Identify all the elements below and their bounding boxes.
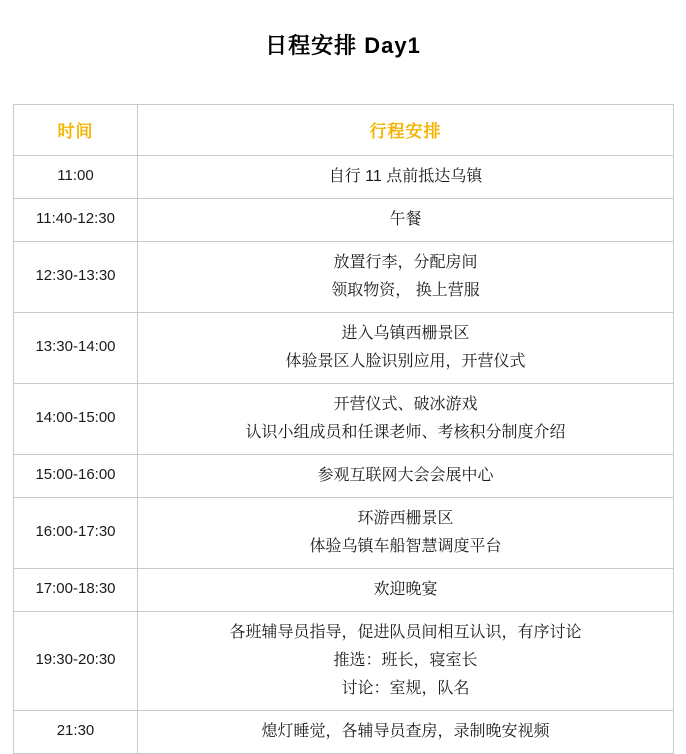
schedule-table <box>13 104 674 754</box>
schedule-time-cell: 15:00-16:00 <box>14 454 138 497</box>
table-row <box>14 312 674 383</box>
table-header-row <box>14 104 674 155</box>
schedule-time-cell: 12:30-13:30 <box>14 241 138 312</box>
table-row <box>14 241 674 312</box>
table-row <box>14 155 674 198</box>
table-row <box>14 611 674 710</box>
schedule-time-cell: 19:30-20:30 <box>14 611 138 710</box>
schedule-time-cell: 14:00-15:00 <box>14 383 138 454</box>
schedule-activity-line: 开营仪式、破冰游戏 <box>333 395 478 413</box>
schedule-activity-line: 体验景区人脸识别应用，开营仪式 <box>285 352 526 370</box>
table-header <box>14 104 674 155</box>
schedule-activity-cell <box>138 497 674 568</box>
schedule-time-cell: 11:40-12:30 <box>14 198 138 241</box>
schedule-activity-line: 欢迎晚宴 <box>373 580 438 598</box>
schedule-activity-line: 各班辅导员指导，促进队员间相互认识，有序讨论 <box>229 623 582 641</box>
schedule-activity-line: 放置行李，分配房间 <box>333 253 478 271</box>
page-title: 日程安排 Day1 <box>265 33 421 58</box>
schedule-activity-cell <box>138 241 674 312</box>
schedule-activity-line: 讨论：室规，队名 <box>341 679 470 697</box>
table-row <box>14 568 674 611</box>
schedule-activity-line: 体验乌镇车船智慧调度平台 <box>309 537 502 555</box>
table-row <box>14 383 674 454</box>
schedule-activity-cell <box>138 454 674 497</box>
schedule-activity-line: 熄灯睡觉，各辅导员查房，录制晚安视频 <box>261 722 550 740</box>
table-row <box>14 454 674 497</box>
schedule-activity-cell <box>138 155 674 198</box>
table-row <box>14 198 674 241</box>
schedule-activity-line: 午餐 <box>389 210 422 228</box>
schedule-time-cell: 11:00 <box>14 155 138 198</box>
schedule-activity-line: 自行 11 点前抵达乌镇 <box>328 167 483 185</box>
table-row <box>14 497 674 568</box>
column-header-activity: 行程安排 <box>138 104 674 155</box>
schedule-activity-cell <box>138 312 674 383</box>
schedule-activity-line: 环游西栅景区 <box>357 509 454 527</box>
schedule-activity-cell <box>138 568 674 611</box>
schedule-time-cell: 16:00-17:30 <box>14 497 138 568</box>
schedule-activity-cell <box>138 198 674 241</box>
schedule-time-cell: 13:30-14:00 <box>14 312 138 383</box>
table-row <box>14 710 674 753</box>
column-header-time: 时间 <box>14 104 138 155</box>
schedule-activity-cell <box>138 710 674 753</box>
schedule-activity-line: 认识小组成员和任课老师、考核积分制度介绍 <box>245 423 566 441</box>
schedule-activity-line: 参观互联网大会会展中心 <box>317 466 494 484</box>
schedule-table-container <box>13 61 673 754</box>
schedule-time-cell: 17:00-18:30 <box>14 568 138 611</box>
schedule-activity-line: 进入乌镇西栅景区 <box>341 324 470 342</box>
schedule-time-cell: 21:30 <box>14 710 138 753</box>
schedule-activity-cell <box>138 611 674 710</box>
schedule-activity-cell <box>138 383 674 454</box>
table-body <box>14 155 674 753</box>
schedule-activity-line: 领取物资， 换上营服 <box>331 281 480 299</box>
schedule-activity-line: 推选：班长，寝室长 <box>333 651 478 669</box>
